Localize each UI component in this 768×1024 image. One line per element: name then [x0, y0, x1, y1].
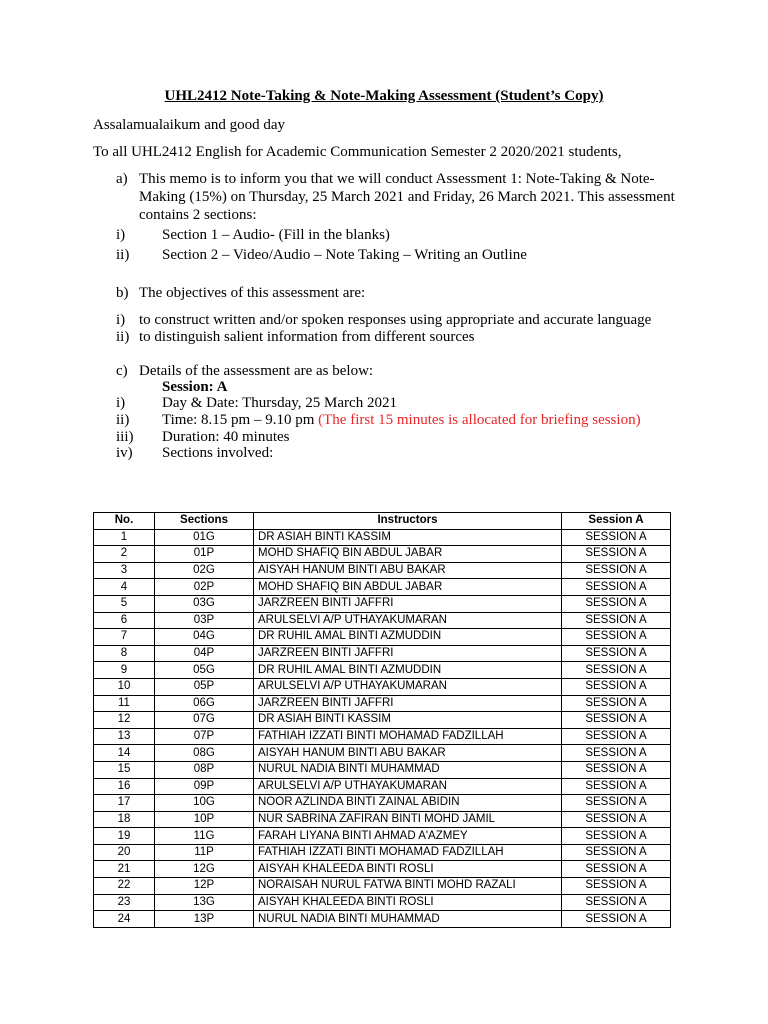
table-row: [94, 878, 671, 895]
instructor-name: DR ASIAH BINTI KASSIM: [254, 712, 562, 729]
instructor-name: JARZREEN BINTI JAFFRI: [254, 645, 562, 662]
section-code: 12P: [155, 878, 254, 895]
section-code: 11G: [155, 828, 254, 845]
instructor-name: NORAISAH NURUL FATWA BINTI MOHD RAZALI: [254, 878, 562, 895]
header-instructors: Instructors: [254, 513, 562, 530]
section-code: 10G: [155, 795, 254, 812]
row-number: 21: [94, 861, 155, 878]
session-label: SESSION A: [562, 728, 671, 745]
table-row: [94, 645, 671, 662]
section-code: 01G: [155, 529, 254, 546]
table-row: [94, 745, 671, 762]
row-number: 18: [94, 811, 155, 828]
session-label: SESSION A: [562, 695, 671, 712]
item-c-iv-text: Sections involved:: [162, 445, 274, 461]
table-row: [94, 579, 671, 596]
instructor-name: FATHIAH IZZATI BINTI MOHAMAD FADZILLAH: [254, 728, 562, 745]
instructor-name: AISYAH KHALEEDA BINTI ROSLI: [254, 894, 562, 911]
session-label: SESSION A: [562, 861, 671, 878]
section-code: 07G: [155, 712, 254, 729]
instructor-name: DR ASIAH BINTI KASSIM: [254, 529, 562, 546]
section-code: 11P: [155, 844, 254, 861]
time-text: Time: 8.15 pm – 9.10 pm: [162, 412, 319, 428]
row-number: 11: [94, 695, 155, 712]
table-row: [94, 811, 671, 828]
row-number: 24: [94, 911, 155, 928]
section-code: 13P: [155, 911, 254, 928]
row-number: 5: [94, 595, 155, 612]
item-b-text: The objectives of this assessment are:: [139, 285, 366, 301]
item-a-i-label: i): [116, 227, 126, 243]
table-row: [94, 828, 671, 845]
row-number: 20: [94, 844, 155, 861]
row-number: 15: [94, 761, 155, 778]
table-row: [94, 629, 671, 646]
row-number: 13: [94, 728, 155, 745]
section-code: 04G: [155, 629, 254, 646]
section-code: 03P: [155, 612, 254, 629]
instructor-name: ARULSELVI A/P UTHAYAKUMARAN: [254, 778, 562, 795]
table-row: [94, 595, 671, 612]
section-code: 01P: [155, 546, 254, 563]
instructor-name: DR RUHIL AMAL BINTI AZMUDDIN: [254, 662, 562, 679]
session-label: SESSION A: [562, 645, 671, 662]
item-a-i-text: Section 1 – Audio- (Fill in the blanks): [162, 227, 390, 243]
instructor-name: MOHD SHAFIQ BIN ABDUL JABAR: [254, 546, 562, 563]
session-label: SESSION A: [562, 612, 671, 629]
item-c-text: Details of the assessment are as below:: [139, 363, 374, 379]
section-code: 10P: [155, 811, 254, 828]
instructor-name: AISYAH HANUM BINTI ABU BAKAR: [254, 562, 562, 579]
table-row: [94, 712, 671, 729]
row-number: 1: [94, 529, 155, 546]
instructor-name: ARULSELVI A/P UTHAYAKUMARAN: [254, 678, 562, 695]
row-number: 4: [94, 579, 155, 596]
session-label: SESSION A: [562, 761, 671, 778]
section-code: 08G: [155, 745, 254, 762]
session-label: SESSION A: [562, 911, 671, 928]
row-number: 7: [94, 629, 155, 646]
row-number: 17: [94, 795, 155, 812]
row-number: 22: [94, 878, 155, 895]
sessions-table: [93, 512, 671, 928]
instructor-name: DR RUHIL AMAL BINTI AZMUDDIN: [254, 629, 562, 646]
item-b-label: b): [116, 285, 129, 301]
header-session: Session A: [562, 513, 671, 530]
item-b-i-text: to construct written and/or spoken responses using appropriate and accurate language: [139, 312, 652, 328]
recipients: To all UHL2412 English for Academic Communication Semester 2 2020/2021 students,: [93, 144, 622, 160]
item-a-label: a): [116, 171, 128, 187]
table-row: [94, 612, 671, 629]
session-label: SESSION A: [562, 529, 671, 546]
section-code: 05G: [155, 662, 254, 679]
table-row: [94, 844, 671, 861]
section-code: 02P: [155, 579, 254, 596]
item-c-label: c): [116, 363, 128, 379]
item-a-ii-label: ii): [116, 247, 130, 263]
item-c-iii-text: Duration: 40 minutes: [162, 429, 290, 445]
session-label: SESSION A: [562, 579, 671, 596]
instructor-name: MOHD SHAFIQ BIN ABDUL JABAR: [254, 579, 562, 596]
session-label: SESSION A: [562, 778, 671, 795]
section-code: 04P: [155, 645, 254, 662]
instructor-name: AISYAH KHALEEDA BINTI ROSLI: [254, 861, 562, 878]
session-label: SESSION A: [562, 828, 671, 845]
instructor-name: JARZREEN BINTI JAFFRI: [254, 695, 562, 712]
instructor-name: NOOR AZLINDA BINTI ZAINAL ABIDIN: [254, 795, 562, 812]
section-code: 13G: [155, 894, 254, 911]
table-row: [94, 778, 671, 795]
table-row: [94, 695, 671, 712]
item-c-ii-line: [162, 411, 641, 429]
table-row: [94, 728, 671, 745]
header-no: No.: [94, 513, 155, 530]
row-number: 10: [94, 678, 155, 695]
instructor-name: ARULSELVI A/P UTHAYAKUMARAN: [254, 612, 562, 629]
greeting: Assalamualaikum and good day: [93, 117, 286, 133]
section-code: 03G: [155, 595, 254, 612]
row-number: 14: [94, 745, 155, 762]
section-code: 05P: [155, 678, 254, 695]
table-row: [94, 529, 671, 546]
session-label: SESSION A: [562, 811, 671, 828]
section-code: 09P: [155, 778, 254, 795]
table-row: [94, 546, 671, 563]
session-label: SESSION A: [562, 562, 671, 579]
table-row: [94, 861, 671, 878]
item-b-ii-label: ii): [116, 329, 130, 345]
table-row: [94, 662, 671, 679]
session-label: SESSION A: [562, 662, 671, 679]
session-label: SESSION A: [562, 678, 671, 695]
table-row: [94, 911, 671, 928]
session-label: SESSION A: [562, 712, 671, 729]
row-number: 8: [94, 645, 155, 662]
item-a-ii-text: Section 2 – Video/Audio – Note Taking – Writing an Outline: [162, 247, 527, 263]
item-b-ii-text: to distinguish salient information from different sources: [139, 329, 475, 345]
table-header-row: [94, 513, 671, 530]
row-number: 9: [94, 662, 155, 679]
instructor-name: JARZREEN BINTI JAFFRI: [254, 595, 562, 612]
header-sections: Sections: [155, 513, 254, 530]
session-label: SESSION A: [562, 844, 671, 861]
table-row: [94, 562, 671, 579]
section-code: 02G: [155, 562, 254, 579]
session-label: SESSION A: [562, 595, 671, 612]
instructor-name: NUR SABRINA ZAFIRAN BINTI MOHD JAMIL: [254, 811, 562, 828]
section-code: 08P: [155, 761, 254, 778]
row-number: 3: [94, 562, 155, 579]
item-c-iii-label: iii): [116, 429, 134, 445]
row-number: 19: [94, 828, 155, 845]
table-row: [94, 761, 671, 778]
instructor-name: FATHIAH IZZATI BINTI MOHAMAD FADZILLAH: [254, 844, 562, 861]
session-label: SESSION A: [562, 894, 671, 911]
item-c-i-text: Day & Date: Thursday, 25 March 2021: [162, 395, 397, 411]
item-a-text: This memo is to inform you that we will conduct Assessment 1: Note-Taking & Note-Making (15%) on Thursday, 25 March 2021 and Friday, 26 March 2021. This assessment contains 2 sections:: [139, 171, 675, 223]
table-body: [94, 529, 671, 927]
section-code: 07P: [155, 728, 254, 745]
section-code: 12G: [155, 861, 254, 878]
session-label: SESSION A: [562, 745, 671, 762]
session-label: SESSION A: [562, 795, 671, 812]
instructor-name: NURUL NADIA BINTI MUHAMMAD: [254, 761, 562, 778]
instructor-name: NURUL NADIA BINTI MUHAMMAD: [254, 911, 562, 928]
section-code: 06G: [155, 695, 254, 712]
row-number: 12: [94, 712, 155, 729]
session-heading: Session: A: [162, 379, 228, 395]
item-c-ii-label: ii): [116, 412, 130, 428]
row-number: 16: [94, 778, 155, 795]
item-c-i-label: i): [116, 395, 126, 411]
briefing-note: (The first 15 minutes is allocated for briefing session): [318, 412, 641, 428]
item-b-i-label: i): [116, 312, 126, 328]
session-label: SESSION A: [562, 878, 671, 895]
row-number: 6: [94, 612, 155, 629]
row-number: 23: [94, 894, 155, 911]
row-number: 2: [94, 546, 155, 563]
table-row: [94, 894, 671, 911]
session-label: SESSION A: [562, 629, 671, 646]
item-c-iv-label: iv): [116, 445, 133, 461]
memo-title: UHL2412 Note-Taking & Note-Making Assessment (Student’s Copy): [164, 88, 604, 104]
table-row: [94, 678, 671, 695]
session-label: SESSION A: [562, 546, 671, 563]
table-row: [94, 795, 671, 812]
instructor-name: AISYAH HANUM BINTI ABU BAKAR: [254, 745, 562, 762]
instructor-name: FARAH LIYANA BINTI AHMAD A'AZMEY: [254, 828, 562, 845]
